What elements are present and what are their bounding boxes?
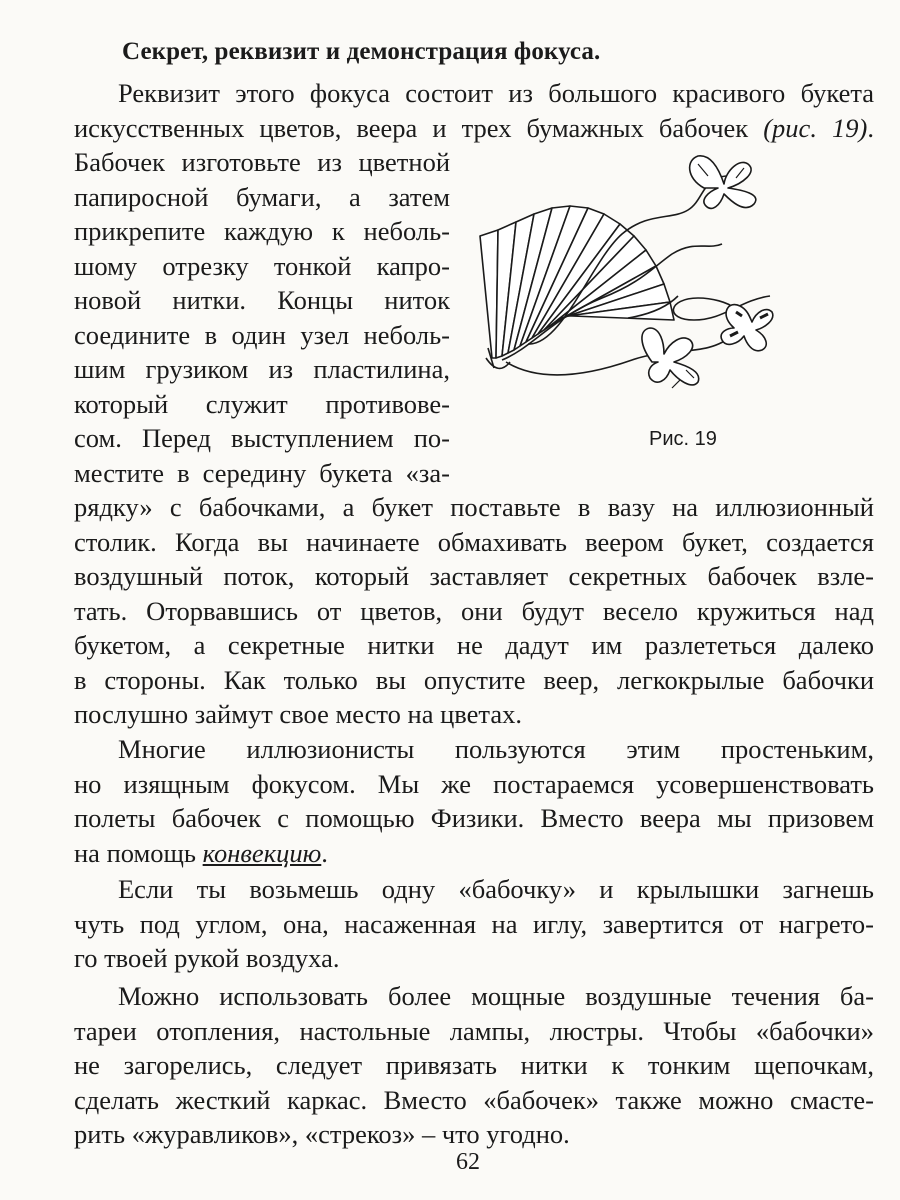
text-line: в стороны. Как только вы опустите веер, легкокрылые бабочки xyxy=(74,665,874,695)
text-line: местите в середину букета «за- xyxy=(74,458,450,488)
text-line: послушно займут свое место на цветах. xyxy=(74,699,522,729)
text-line: букетом, а секретные нитки не дадут им разлететься далеко xyxy=(74,630,874,660)
text-line: сом. Перед выступлением по- xyxy=(74,423,450,453)
text-line: новой нитки. Концы ниток xyxy=(74,285,450,315)
fan-butterflies-icon xyxy=(472,148,774,418)
page-number: 62 xyxy=(456,1149,480,1175)
text-line: Бабочек изготовьте из цветной xyxy=(74,147,450,177)
text-line: столик. Когда вы начинаете обмахивать веером букет, создается xyxy=(74,527,874,557)
text-line: соедините в один узел неболь- xyxy=(74,320,450,350)
text-line: го твоей рукой воздуха. xyxy=(74,943,340,973)
text-line: но изящным фокусом. Мы же постараемся усовершенствовать xyxy=(74,769,874,799)
text-line: сделать жесткий каркас. Вместо «бабочек» также можно смасте- xyxy=(74,1085,874,1115)
text-line: тареи отопления, настольные лампы, люстры. Чтобы «бабочки» xyxy=(74,1016,874,1046)
text-line: папиросной бумаги, а затем xyxy=(74,182,450,212)
fan-and-butterflies-illustration xyxy=(472,148,774,488)
text-line: Реквизит этого фокуса состоит из большого красивого букета xyxy=(118,78,874,108)
text-line xyxy=(74,836,874,870)
text-line: не загорелись, следует привязать нитки к тонким щепочкам, xyxy=(74,1050,874,1080)
text-run: искусственных цветов, веера и трех бумажных бабочек xyxy=(74,113,764,143)
text-line: прикрепите каждую к неболь- xyxy=(74,216,450,246)
text-line: воздушный поток, который заставляет секретных бабочек взле- xyxy=(74,561,874,591)
section-heading: Секрет, реквизит и демонстрация фокуса. xyxy=(122,38,601,65)
text-line: шому отрезку тонкой капро- xyxy=(74,251,450,281)
text-line: чуть под углом, она, насаженная на иглу, завертится от нагрето- xyxy=(74,909,874,939)
text-line: который служит противове- xyxy=(74,389,450,419)
convection-link[interactable]: конвекцию xyxy=(202,838,322,868)
text-run: . xyxy=(321,838,328,868)
text-line: Многие иллюзионисты пользуются этим простеньким, xyxy=(118,734,874,764)
text-line: рядку» с бабочками, а букет поставьте в вазу на иллюзионный xyxy=(74,492,874,522)
text-line: Если ты возьмешь одну «бабочку» и крылышки загнешь xyxy=(118,874,874,904)
text-line xyxy=(74,111,874,145)
figure-caption: Рис. 19 xyxy=(649,428,717,450)
text-line: тать. Оторвавшись от цветов, они будут весело кружиться над xyxy=(74,596,874,626)
text-line: шим грузиком из пластилина, xyxy=(74,354,450,384)
text-run: . xyxy=(867,113,874,143)
text-line: полеты бабочек с помощью Физики. Вместо веера мы призовем xyxy=(74,803,874,833)
text-run: на помощь xyxy=(74,838,203,868)
text-line: рить «журавликов», «стрекоз» – что угодно. xyxy=(74,1119,570,1149)
figure-reference: (рис. 19) xyxy=(763,113,868,143)
text-line: Можно использовать более мощные воздушные течения ба- xyxy=(118,981,874,1011)
book-page xyxy=(74,32,874,1175)
